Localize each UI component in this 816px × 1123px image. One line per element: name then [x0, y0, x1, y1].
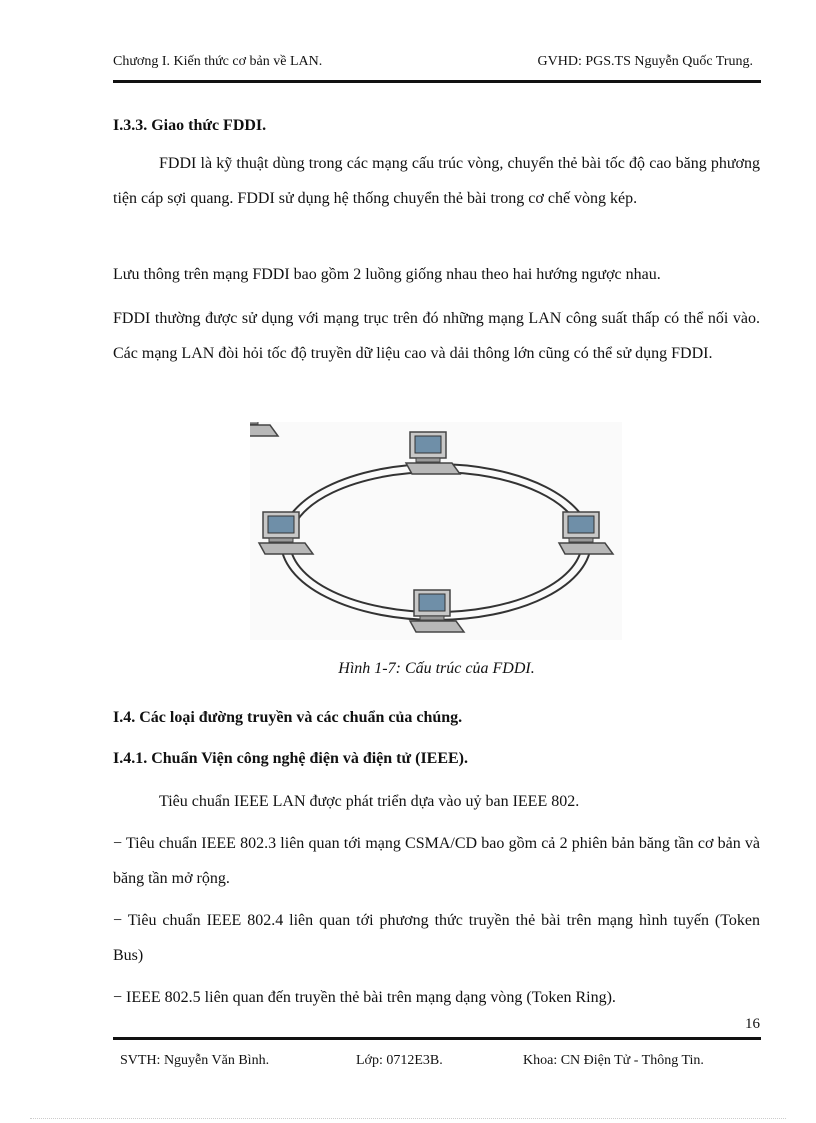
figure-caption: Hình 1-7: Cấu trúc của FDDI. [338, 660, 535, 677]
section-heading-fddi: I.3.3. Giao thức FDDI. [113, 117, 267, 134]
subsection-heading-ieee: I.4.1. Chuẩn Viện công nghệ điện và điện tử (IEEE). [113, 750, 469, 767]
header-chapter: Chương I. Kiến thức cơ bản về LAN. [113, 54, 323, 69]
fddi-ring-figure [250, 422, 622, 640]
footer-class: Lớp: 0712E3B. [356, 1053, 443, 1068]
paragraph-ieee-intro: Tiêu chuẩn IEEE LAN được phát triển dựa vào uỷ ban IEEE 802. [159, 793, 580, 810]
list-item-8023: − Tiêu chuẩn IEEE 802.3 liên quan tới mạng CSMA/CD bao gồm cả 2 phiên bản băng tần cơ bản và băng tần mở rộng. [113, 835, 760, 887]
list-item-8025: − IEEE 802.5 liên quan đến truyền thẻ bài trên mạng dạng vòng (Token Ring). [113, 989, 616, 1006]
footer-faculty: Khoa: CN Điện Tử - Thông Tin. [523, 1053, 704, 1068]
header-rule [113, 80, 761, 83]
page-number: 16 [745, 1016, 760, 1032]
paragraph-fddi-traffic: Lưu thông trên mạng FDDI bao gồm 2 luồng giống nhau theo hai hướng ngược nhau. [113, 266, 661, 283]
footer-rule [113, 1037, 761, 1040]
bottom-dotted-line [30, 1118, 786, 1119]
list-item-8024: − Tiêu chuẩn IEEE 802.4 liên quan tới phương thức truyền thẻ bài trên mạng hình tuyến (Token Bus) [113, 912, 760, 964]
footer-student: SVTH: Nguyễn Văn Bình. [120, 1053, 270, 1068]
section-heading-media: I.4. Các loại đường truyền và các chuẩn của chúng. [113, 709, 463, 726]
page-header [113, 50, 761, 74]
paragraph-fddi-usage: FDDI thường được sử dụng với mạng trục trên đó những mạng LAN công suất thấp có thể nối vào. Các mạng LAN đòi hỏi tốc độ truyền dữ liệu cao và dải thông lớn cũng có thể sử dụng FDDI. [113, 310, 760, 362]
header-advisor: GVHD: PGS.TS Nguyễn Quốc Trung. [537, 54, 753, 69]
paragraph-fddi-intro: FDDI là kỹ thuật dùng trong các mạng cấu trúc vòng, chuyển thẻ bài tốc độ cao băng phương tiện cáp sợi quang. FDDI sử dụng hệ thống chuyển thẻ bài trong cơ chế vòng kép. [113, 155, 760, 207]
